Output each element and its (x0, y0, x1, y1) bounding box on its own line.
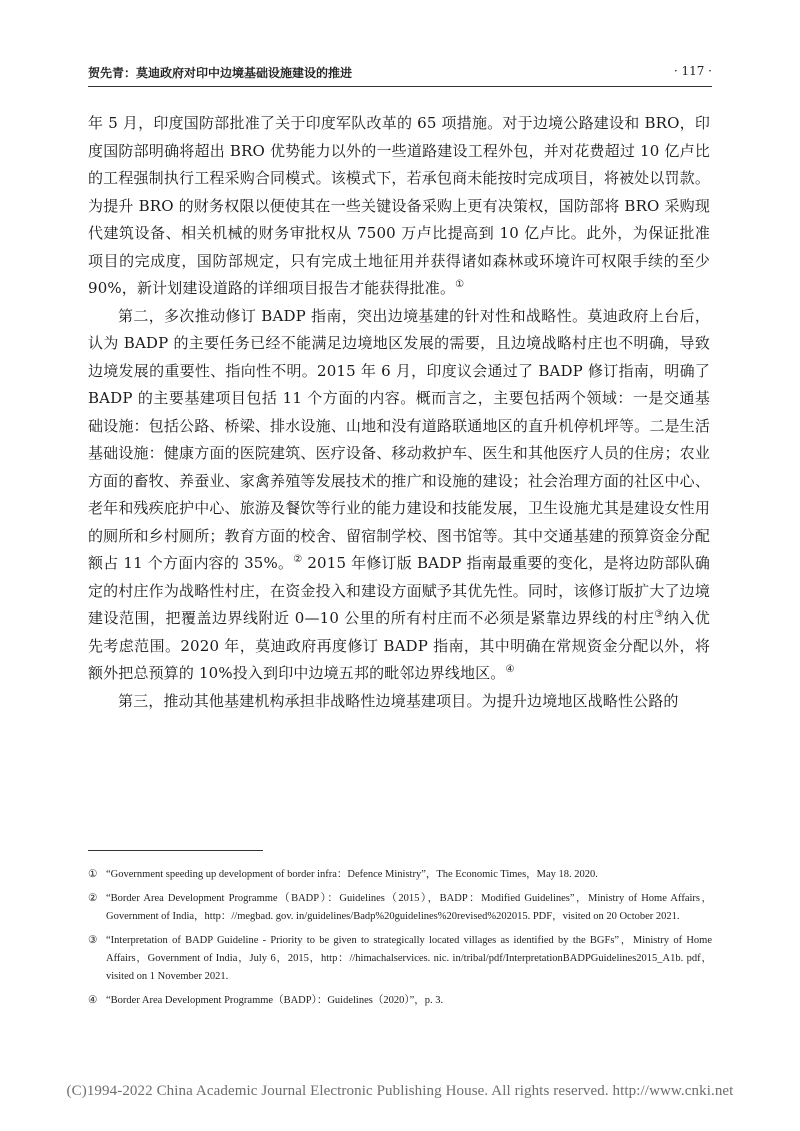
paragraph-text: 第二，多次推动修订 BADP 指南，突出边境基建的针对性和战略性。莫迪政府上台后，认为 BADP 的主要任务已经不能满足边境地区发展的需要，且边境战略村庄也不明确，导致边境发展的重要性、指向性不明。2015 年 6 月，印度议会通过了 BADP 修订指南，明确了 BADP 的主要基建项目包括 11 个方面的内容。概而言之，主要包括两个领域：一是交通基础设施：包括公路、桥梁、排水设施、山地和没有道路联通地区的直升机停机坪等。二是生活基础设施：健康方面的医院建筑、医疗设备、移动救护车、医生和其他医疗人员的住房；农业方面的畜牧、养蚕业、家禽养殖等发展技术的推广和设施的建设；社会治理方面的社区中心、老年和残疾庇护中心、旅游及餐饮等行业的能力建设和技能发展，卫生设施尤其是建设女性用的厕所和乡村厕所；教育方面的校舍、留宿制学校、图书馆等。其中交通基建的预算资金分配额占 11 个方面内容的 35%。 (88, 306, 710, 572)
footnote-number: ③ (88, 935, 98, 946)
footnote-text: “Government speeding up development of border infra：Defence Ministry”，The Economic Times，May 18. 2020. (106, 869, 598, 880)
body-paragraph (88, 688, 710, 716)
footnote-number: ① (88, 869, 98, 880)
paragraph-text: 2015 年修订版 BADP 指南最重要的变化，是将边防部队确定的村庄作为战略性村庄，在资金投入和建设方面赋予其优先性。同时，该修订版扩大了边境建设范围，把覆盖边界线附近 0—10 公里的所有村庄而不必须是紧靠边界线的村庄 (88, 554, 710, 627)
paragraph-text: 第三，推动其他基建机构承担非战略性边境基建项目。为提升边境地区战略性公路的 (118, 691, 679, 710)
footnotes (88, 866, 712, 1016)
paragraph-text: 年 5 月，印度国防部批准了关于印度军队改革的 65 项措施。对于边境公路建设和 BRO，印度国防部明确将超出 BRO 优势能力以外的一些道路建设工程外包，并对花费超过 10 亿卢比的工程强制执行工程采购合同模式。该模式下，若承包商未能按时完成项目，将被处以罚款。为提升 BRO 的财务权限以便使其在一些关键设备采购上更有决策权，国防部将 BRO 采购现代建筑设备、相关机械的财务审批权从 7500 万卢比提高到 10 亿卢比。此外，为保证批准项目的完成度，国防部规定，只有完成土地征用并获得诸如森林或环境许可权限手续的至少 90%，新计划建设道路的详细项目报告才能获得批准。 (88, 114, 710, 297)
footnote-marker[interactable]: ④ (505, 664, 515, 675)
footnote-item (88, 992, 712, 1010)
footnote-marker[interactable]: ① (455, 279, 465, 290)
body-paragraph (88, 303, 710, 688)
footnote-separator (88, 850, 263, 851)
paragraph-text: 纳入优先考虑范围。2020 年，莫迪政府再度修订 BADP 指南，其中明确在常规资金分配以外，将额外把总预算的 10%投入到印中边境五邦的毗邻边界线地区。 (88, 609, 710, 682)
header-rule (88, 86, 712, 87)
footnote-text: “Border Area Development Programme（BADP）：Guidelines（2015），BADP：Modified Guidelines”，Ministry of Home Affairs，Government of India，http：//megbad. gov. in/guidelines/Badp%20guidelines%20revised%202015. PDF，visited on 20 October 2021. (106, 893, 712, 922)
footnote-item (88, 890, 712, 926)
footnote-marker[interactable]: ② (293, 554, 303, 565)
footnote-marker[interactable]: ③ (654, 609, 664, 620)
footnote-number: ② (88, 893, 98, 904)
page-number: · 117 · (673, 64, 712, 78)
footnote-text: “Interpretation of BADP Guideline - Priority to be given to strategically located villages as identified by the BGFs”，Ministry of Home Affairs，Government of India，July 6，2015，http：//himachalservices. nic. in/tribal/pdf/InterpretationBADPGuidelines2015_A1b. pdf，visited on 1 November 2021. (106, 935, 712, 982)
body-text (88, 110, 710, 715)
footnote-number: ④ (88, 995, 98, 1006)
copyright-notice: (C)1994-2022 China Academic Journal Electronic Publishing House. All rights reserved. http://www.cnki.net (66, 1083, 734, 1099)
footnote-item (88, 932, 712, 986)
running-title: 贺先青：莫迪政府对印中边境基础设施建设的推进 (88, 66, 353, 80)
footnote-text: “Border Area Development Programme（BADP）：Guidelines（2020）”，p. 3. (106, 995, 444, 1006)
body-paragraph (88, 110, 710, 303)
footnote-item (88, 866, 712, 884)
